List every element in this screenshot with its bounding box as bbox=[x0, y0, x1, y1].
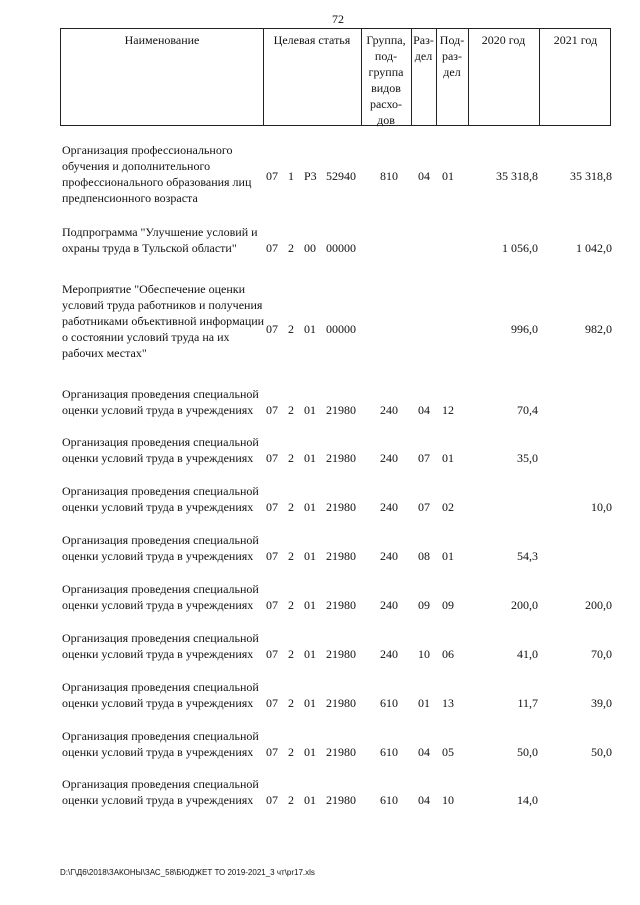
header-expense-group: Группа, под- группа видов расхо- дов bbox=[366, 33, 406, 127]
code-part-2: 2 bbox=[288, 793, 294, 807]
code-part-4: 00000 bbox=[326, 322, 356, 336]
code-part-4: 21980 bbox=[326, 647, 356, 661]
amount-2020: 200,0 bbox=[511, 598, 538, 612]
row-name: Организация проведения специальной оценки условий труда в учреждениях bbox=[62, 533, 259, 563]
expense-group: 240 bbox=[380, 451, 398, 465]
razdel: 04 bbox=[418, 403, 430, 417]
row-name: Организация профессионального обучения и дополнительного профессионального образования лиц предпенсионного возраста bbox=[62, 143, 252, 205]
amount-2020: 35,0 bbox=[517, 451, 538, 465]
code-part-4: 00000 bbox=[326, 241, 356, 255]
header-razdel: Раз- дел bbox=[413, 33, 434, 63]
expense-group: 610 bbox=[380, 793, 398, 807]
code-part-2: 2 bbox=[288, 696, 294, 710]
code-part-1: 07 bbox=[266, 647, 278, 661]
razdel: 10 bbox=[418, 647, 430, 661]
header-year-2020: 2020 год bbox=[481, 33, 526, 47]
row-name: Организация проведения специальной оценки условий труда в учреждениях bbox=[62, 631, 259, 661]
code-part-2: 1 bbox=[288, 169, 294, 183]
razdel: 01 bbox=[418, 696, 430, 710]
code-part-1: 07 bbox=[266, 241, 278, 255]
code-part-1: 07 bbox=[266, 451, 278, 465]
podrazdel: 06 bbox=[442, 647, 454, 661]
header-target-article: Целевая статья bbox=[273, 33, 351, 47]
amount-2021: 200,0 bbox=[585, 598, 612, 612]
code-part-4: 52940 bbox=[326, 169, 356, 183]
code-part-4: 21980 bbox=[326, 451, 356, 465]
code-part-2: 2 bbox=[288, 322, 294, 336]
row-name: Организация проведения специальной оценки условий труда в учреждениях bbox=[62, 729, 259, 759]
code-part-1: 07 bbox=[266, 696, 278, 710]
code-part-3: 01 bbox=[304, 322, 316, 336]
code-part-2: 2 bbox=[288, 241, 294, 255]
podrazdel: 12 bbox=[442, 403, 454, 417]
expense-group: 240 bbox=[380, 403, 398, 417]
amount-2020: 70,4 bbox=[517, 403, 538, 417]
table-header bbox=[60, 28, 611, 126]
razdel: 07 bbox=[418, 451, 430, 465]
code-part-3: 01 bbox=[304, 696, 316, 710]
row-name: Организация проведения специальной оценки условий труда в учреждениях bbox=[62, 435, 259, 465]
expense-group: 240 bbox=[380, 549, 398, 563]
code-part-1: 07 bbox=[266, 793, 278, 807]
expense-group: 610 bbox=[380, 745, 398, 759]
amount-2020: 1 056,0 bbox=[502, 241, 538, 255]
podrazdel: 10 bbox=[442, 793, 454, 807]
podrazdel: 01 bbox=[442, 169, 454, 183]
code-part-3: 01 bbox=[304, 403, 316, 417]
amount-2021: 35 318,8 bbox=[570, 169, 612, 183]
page-number: 72 bbox=[332, 12, 344, 26]
code-part-2: 2 bbox=[288, 549, 294, 563]
amount-2020: 14,0 bbox=[517, 793, 538, 807]
code-part-3: P3 bbox=[304, 169, 317, 183]
podrazdel: 13 bbox=[442, 696, 454, 710]
code-part-3: 01 bbox=[304, 451, 316, 465]
amount-2021: 1 042,0 bbox=[576, 241, 612, 255]
code-part-2: 2 bbox=[288, 403, 294, 417]
row-name: Подпрограмма "Улучшение условий и охраны труда в Тульской области" bbox=[62, 225, 258, 255]
code-part-3: 01 bbox=[304, 500, 316, 514]
razdel: 07 bbox=[418, 500, 430, 514]
code-part-2: 2 bbox=[288, 745, 294, 759]
razdel: 04 bbox=[418, 745, 430, 759]
amount-2020: 35 318,8 bbox=[496, 169, 538, 183]
amount-2021: 39,0 bbox=[591, 696, 612, 710]
row-name: Организация проведения специальной оценки условий труда в учреждениях bbox=[62, 484, 259, 514]
row-name: Организация проведения специальной оценки условий труда в учреждениях bbox=[62, 777, 259, 807]
code-part-3: 01 bbox=[304, 745, 316, 759]
code-part-1: 07 bbox=[266, 500, 278, 514]
amount-2020: 54,3 bbox=[517, 549, 538, 563]
podrazdel: 01 bbox=[442, 451, 454, 465]
expense-group: 240 bbox=[380, 647, 398, 661]
code-part-3: 01 bbox=[304, 549, 316, 563]
razdel: 04 bbox=[418, 793, 430, 807]
podrazdel: 01 bbox=[442, 549, 454, 563]
code-part-4: 21980 bbox=[326, 793, 356, 807]
header-podrazdel: Под- раз- дел bbox=[439, 33, 465, 79]
code-part-1: 07 bbox=[266, 322, 278, 336]
amount-2020: 41,0 bbox=[517, 647, 538, 661]
code-part-1: 07 bbox=[266, 403, 278, 417]
header-year-2021: 2021 год bbox=[553, 33, 598, 47]
amount-2021: 10,0 bbox=[591, 500, 612, 514]
header-name: Наименование bbox=[124, 33, 200, 47]
code-part-3: 00 bbox=[304, 241, 316, 255]
row-name: Организация проведения специальной оценки условий труда в учреждениях bbox=[62, 582, 259, 612]
code-part-3: 01 bbox=[304, 793, 316, 807]
row-name: Организация проведения специальной оценки условий труда в учреждениях bbox=[62, 387, 259, 417]
code-part-4: 21980 bbox=[326, 598, 356, 612]
row-name: Организация проведения специальной оценки условий труда в учреждениях bbox=[62, 680, 259, 710]
code-part-4: 21980 bbox=[326, 745, 356, 759]
razdel: 04 bbox=[418, 169, 430, 183]
amount-2021: 50,0 bbox=[591, 745, 612, 759]
code-part-1: 07 bbox=[266, 598, 278, 612]
amount-2020: 11,7 bbox=[517, 696, 538, 710]
code-part-4: 21980 bbox=[326, 403, 356, 417]
code-part-2: 2 bbox=[288, 647, 294, 661]
expense-group: 810 bbox=[380, 169, 398, 183]
code-part-3: 01 bbox=[304, 647, 316, 661]
code-part-1: 07 bbox=[266, 169, 278, 183]
code-part-2: 2 bbox=[288, 451, 294, 465]
code-part-4: 21980 bbox=[326, 696, 356, 710]
code-part-2: 2 bbox=[288, 500, 294, 514]
code-part-1: 07 bbox=[266, 745, 278, 759]
code-part-2: 2 bbox=[288, 598, 294, 612]
razdel: 08 bbox=[418, 549, 430, 563]
amount-2020: 50,0 bbox=[517, 745, 538, 759]
amount-2021: 982,0 bbox=[585, 322, 612, 336]
podrazdel: 09 bbox=[442, 598, 454, 612]
podrazdel: 05 bbox=[442, 745, 454, 759]
row-name: Мероприятие "Обеспечение оценки условий труда работников и получения работниками объективной информации о состоянии условий труда на их рабочих местах" bbox=[62, 282, 265, 360]
amount-2021: 70,0 bbox=[591, 647, 612, 661]
code-part-4: 21980 bbox=[326, 549, 356, 563]
expense-group: 610 bbox=[380, 696, 398, 710]
amount-2020: 996,0 bbox=[511, 322, 538, 336]
code-part-4: 21980 bbox=[326, 500, 356, 514]
razdel: 09 bbox=[418, 598, 430, 612]
file-path-footer: D:\Г\Д6\2018\ЗАКОНЫ\ЗАС_58\БЮДЖЕТ ТО 2019-2021_3 чт\pr17.xls bbox=[60, 868, 315, 877]
code-part-1: 07 bbox=[266, 549, 278, 563]
podrazdel: 02 bbox=[442, 500, 454, 514]
expense-group: 240 bbox=[380, 500, 398, 514]
code-part-3: 01 bbox=[304, 598, 316, 612]
expense-group: 240 bbox=[380, 598, 398, 612]
